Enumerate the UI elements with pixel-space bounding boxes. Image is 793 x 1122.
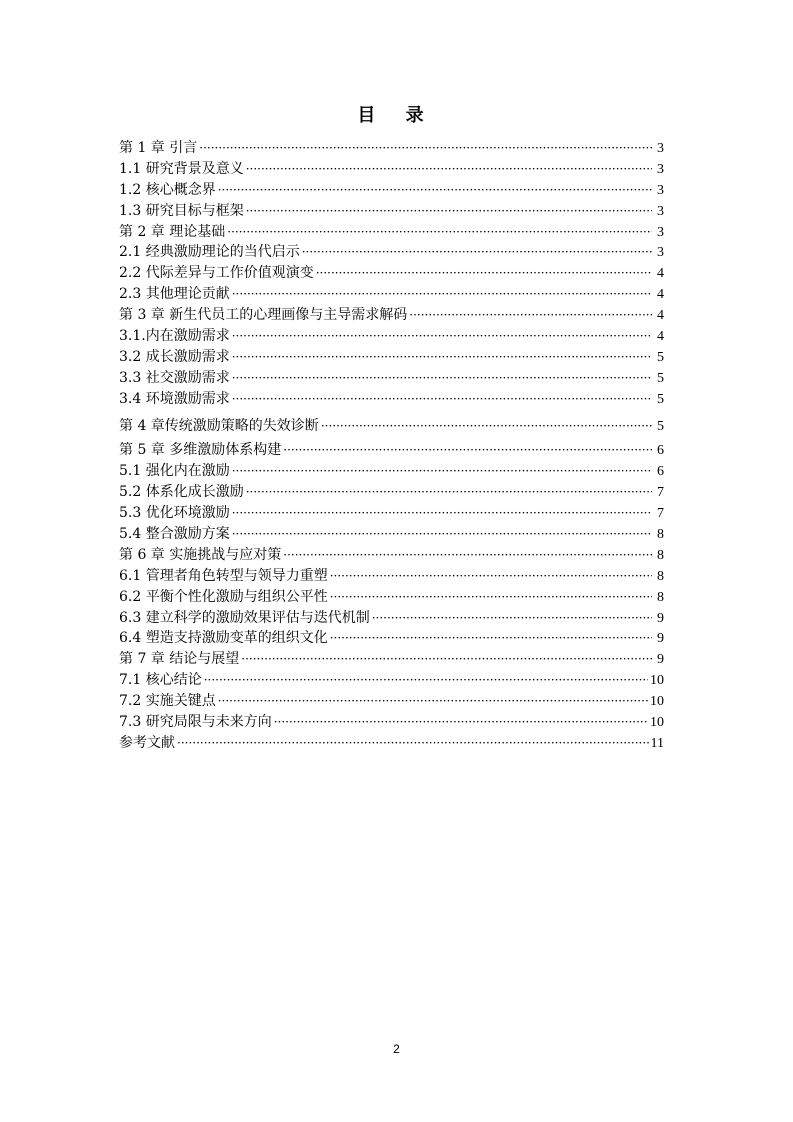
toc-dot-leader — [302, 242, 652, 263]
toc-entry[interactable] — [119, 712, 664, 733]
toc-entry-page: 3 — [657, 141, 664, 156]
toc-entry-page: 7 — [657, 485, 664, 501]
toc-entry[interactable] — [119, 201, 664, 222]
toc-dot-leader — [177, 733, 649, 754]
toc-entry-label: 5.4 整合激励方案 — [119, 526, 230, 543]
toc-entry-label: 6.3 建立科学的激励效果评估与迭代机制 — [119, 609, 370, 626]
toc-dot-leader — [232, 461, 652, 482]
toc-entry[interactable] — [119, 138, 664, 159]
toc-dot-leader — [232, 347, 652, 368]
toc-entry-page: 10 — [650, 694, 664, 710]
toc-entry[interactable] — [119, 326, 664, 347]
toc-entry[interactable] — [119, 566, 664, 587]
toc-dot-leader — [316, 263, 652, 284]
toc-entry-page: 10 — [650, 715, 664, 731]
toc-entry-label: 2.3 其他理论贡献 — [119, 286, 230, 303]
toc-entry-page: 7 — [657, 506, 664, 522]
toc-entry-label: 6.1 管理者角色转型与领导力重塑 — [119, 567, 328, 584]
toc-dot-leader — [330, 566, 652, 587]
toc-entry-label: 3.1.内在激励需求 — [119, 328, 230, 345]
toc-entry-label: 1.2 核心概念界 — [119, 181, 216, 198]
toc-dot-leader — [218, 180, 652, 201]
toc-entry[interactable] — [119, 482, 664, 503]
toc-entry-page: 4 — [657, 266, 664, 282]
toc-entry-page: 3 — [657, 203, 664, 219]
toc-dot-leader — [232, 524, 652, 545]
toc-entry[interactable] — [119, 242, 664, 263]
toc-entry-page: 5 — [657, 370, 664, 386]
toc-entry[interactable] — [119, 670, 664, 691]
toc-entry[interactable] — [119, 733, 664, 754]
toc-entry[interactable] — [119, 305, 664, 326]
toc-entry-label: 6.2 平衡个性化激励与组织公平性 — [119, 588, 328, 605]
toc-entry-page: 5 — [657, 418, 664, 434]
toc-entry[interactable] — [119, 159, 664, 180]
toc-entry-label: 7.1 核心结论 — [119, 672, 202, 689]
toc-entry-label: 5.2 体系化成长激励 — [119, 484, 244, 501]
toc-entry-label: 5.3 优化环境激励 — [119, 505, 230, 522]
toc-dot-leader — [283, 440, 652, 461]
toc-entry[interactable] — [119, 180, 664, 201]
toc-entry-page: 3 — [657, 161, 664, 177]
toc-entry[interactable] — [119, 368, 664, 389]
table-of-contents — [119, 138, 664, 754]
toc-entry[interactable] — [119, 587, 664, 608]
toc-dot-leader — [204, 670, 648, 691]
toc-dot-leader — [232, 284, 652, 305]
toc-title: 目 录 — [357, 105, 436, 126]
toc-entry-label: 第 7 章 结论与展望 — [119, 651, 240, 668]
toc-entry-label: 第 4 章传统激励策略的失效诊断 — [119, 417, 319, 434]
toc-entry[interactable] — [119, 416, 664, 437]
toc-entry-label: 1.3 研究目标与框架 — [119, 202, 244, 219]
toc-dot-leader — [246, 159, 652, 180]
toc-entry-page: 10 — [650, 673, 664, 689]
page-number: 2 — [393, 1042, 400, 1056]
toc-entry-label: 第 3 章 新生代员工的心理画像与主导需求解码 — [119, 307, 408, 324]
toc-entry[interactable] — [119, 389, 664, 410]
toc-dot-leader — [246, 201, 652, 222]
toc-dot-leader — [218, 691, 648, 712]
toc-entry-label: 3.2 成长激励需求 — [119, 348, 230, 365]
toc-entry-page: 4 — [657, 329, 664, 345]
toc-dot-leader — [232, 326, 652, 347]
toc-entry-page: 5 — [657, 391, 664, 407]
toc-entry-label: 6.4 塑造支持激励变革的组织文化 — [119, 630, 328, 647]
toc-dot-leader — [321, 416, 652, 437]
toc-entry-page: 5 — [657, 349, 664, 365]
toc-entry[interactable] — [119, 440, 664, 461]
toc-entry-label: 1.1 研究背景及意义 — [119, 160, 244, 177]
toc-dot-leader — [232, 368, 652, 389]
toc-entry[interactable] — [119, 545, 664, 566]
toc-entry-page: 8 — [657, 589, 664, 605]
toc-entry[interactable] — [119, 503, 664, 524]
toc-entry-page: 8 — [657, 547, 664, 563]
toc-entry-label: 7.2 实施关键点 — [119, 693, 216, 710]
toc-entry[interactable] — [119, 461, 664, 482]
toc-entry-label: 7.3 研究局限与未来方向 — [119, 714, 272, 731]
toc-entry-label: 3.3 社交激励需求 — [119, 369, 230, 386]
toc-entry[interactable] — [119, 263, 664, 284]
toc-entry[interactable] — [119, 608, 664, 629]
toc-dot-leader — [274, 712, 648, 733]
toc-entry[interactable] — [119, 628, 664, 649]
toc-dot-leader — [409, 305, 652, 326]
toc-dot-leader — [199, 138, 652, 159]
toc-entry-page: 8 — [657, 527, 664, 543]
toc-dot-leader — [330, 628, 652, 649]
toc-dot-leader — [227, 222, 652, 243]
toc-entry-page: 3 — [657, 182, 664, 198]
toc-entry-label: 2.2 代际差异与工作价值观演变 — [119, 265, 314, 282]
toc-dot-leader — [232, 389, 652, 410]
toc-entry-page: 9 — [657, 610, 664, 626]
toc-entry-label: 第 2 章 理论基础 — [119, 223, 226, 240]
toc-entry-page: 9 — [657, 631, 664, 647]
toc-entry-page: 6 — [657, 464, 664, 480]
toc-entry-label: 第 6 章 实施挑战与应对策 — [119, 546, 282, 563]
toc-entry[interactable] — [119, 691, 664, 712]
toc-entry-label: 第 1 章 引言 — [119, 140, 198, 156]
toc-entry-page: 4 — [657, 287, 664, 303]
toc-entry[interactable] — [119, 649, 664, 670]
toc-entry[interactable] — [119, 347, 664, 368]
toc-dot-leader — [232, 503, 652, 524]
toc-entry[interactable] — [119, 222, 664, 243]
toc-entry-page: 11 — [650, 735, 664, 751]
toc-entry-page: 8 — [657, 568, 664, 584]
toc-dot-leader — [241, 649, 652, 670]
toc-entry-label: 第 5 章 多维激励体系构建 — [119, 442, 282, 459]
toc-entry-page: 3 — [657, 224, 664, 240]
toc-entry-page: 9 — [657, 652, 664, 668]
toc-entry-label: 5.1 强化内在激励 — [119, 463, 230, 480]
toc-entry[interactable] — [119, 524, 664, 545]
toc-entry-label: 2.1 经典激励理论的当代启示 — [119, 244, 300, 261]
toc-entry[interactable] — [119, 284, 664, 305]
toc-entry-page: 3 — [657, 245, 664, 261]
toc-entry-label: 3.4 环境激励需求 — [119, 390, 230, 407]
toc-dot-leader — [372, 608, 652, 629]
toc-entry-label: 参考文献 — [119, 734, 175, 751]
toc-entry-page: 4 — [657, 308, 664, 324]
toc-entry-page: 6 — [657, 443, 664, 459]
toc-dot-leader — [246, 482, 652, 503]
toc-dot-leader — [330, 587, 652, 608]
toc-dot-leader — [283, 545, 652, 566]
